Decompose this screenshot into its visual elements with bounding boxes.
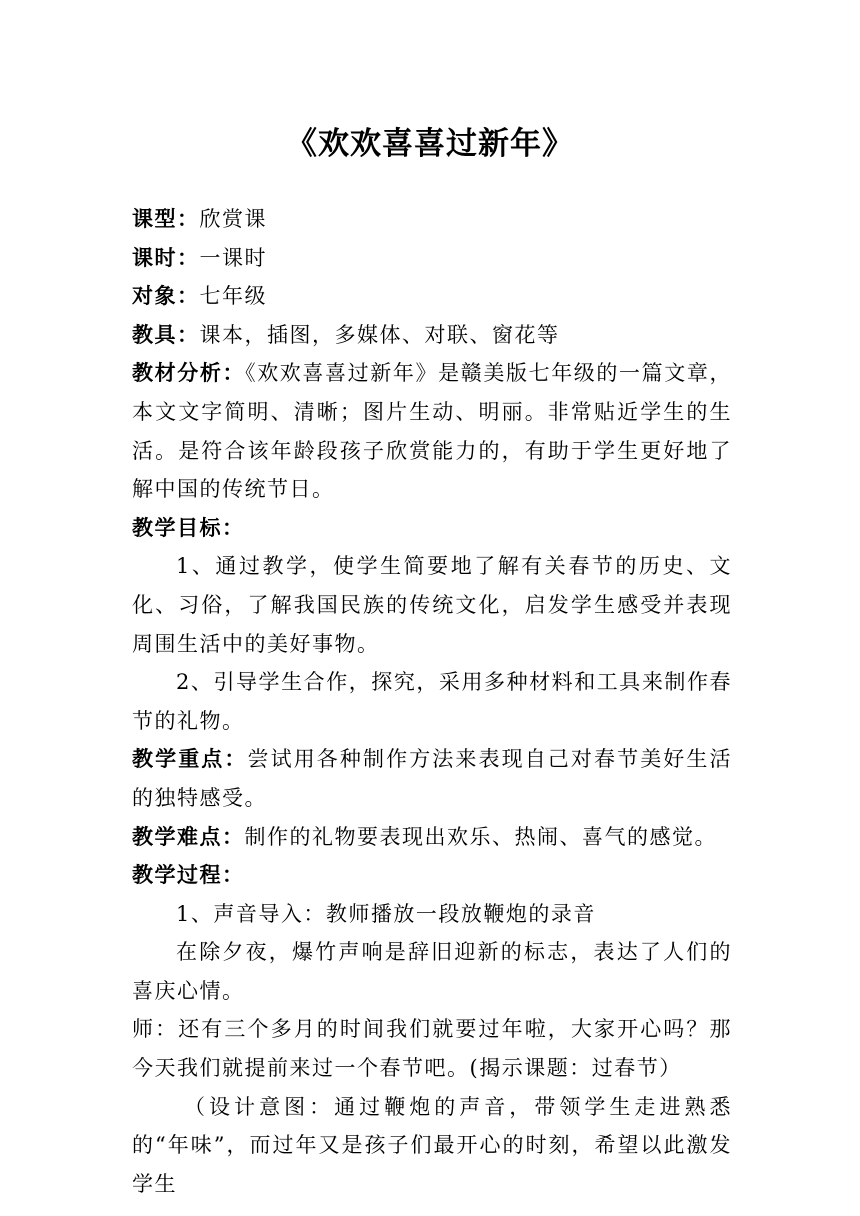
goal-item: 1、通过教学，使学生简要地了解有关春节的历史、文化、习俗，了解我国民族的传统文化，启发学生感受并表现周围生活中的美好事物。 (132, 554, 732, 656)
design-note: （设计意图：通过鞭炮的声音，带领学生走进熟悉的“年味”，而过年又是孩子们最开心的时刻，希望以此激发学生 (132, 1094, 732, 1196)
field-label: 教学目标： (132, 514, 245, 540)
document-title: 《欢欢喜喜过新年》 (286, 126, 574, 162)
teacher-line: 师：还有三个多月的时间我们就要过年啦，大家开心吗？那今天我们就提前来过一个春节吧。(揭示课题：过春节） (132, 1017, 732, 1081)
field-value: 制作的礼物要表现出欢乐、热闹、喜气的感觉。 (244, 824, 717, 849)
field-label: 教具： (132, 321, 200, 347)
field-value: 《欢欢喜喜过新年》是赣美版七年级的一篇文章，本文文字简明、清晰；图片生动、明丽。非常贴近学生的生活。是符合该年龄段孩子欣赏能力的，有助于学生更好地了解中国的传统节日。 (132, 361, 732, 502)
field-label: 教学难点： (132, 823, 245, 849)
field-lesson-type (132, 200, 732, 239)
field-value: 七年级 (199, 284, 267, 309)
field-analysis (132, 354, 732, 508)
field-key-point (132, 740, 732, 817)
field-goals (132, 509, 732, 548)
field-label: 对象： (132, 283, 200, 309)
field-audience (132, 277, 732, 316)
field-label: 课时： (132, 244, 200, 270)
field-difficulty (132, 818, 732, 857)
field-value: 一课时 (199, 245, 267, 270)
goal-item: 2、引导学生合作，探究，采用多种材料和工具来制作春节的礼物。 (132, 670, 732, 733)
field-label: 教学重点： (132, 746, 248, 772)
field-label: 教学过程： (132, 862, 245, 888)
document-body (132, 200, 732, 1203)
field-process (132, 856, 732, 895)
field-tools (132, 316, 732, 355)
field-lesson-time (132, 239, 732, 278)
field-label: 教材分析： (132, 360, 246, 386)
field-label: 课型： (132, 206, 200, 231)
field-value: 尝试用各种制作方法来表现自己对春节美好生活的独特感受。 (132, 747, 732, 810)
process-paragraph: 在除夕夜，爆竹声响是辞旧迎新的标志，表达了人们的喜庆心情。 (132, 940, 732, 1003)
process-step: 1、声音导入：教师播放一段放鞭炮的录音 (176, 901, 596, 926)
field-value: 课本，插图，多媒体、对联、窗花等 (199, 322, 560, 347)
field-value: 欣赏课 (199, 207, 267, 231)
